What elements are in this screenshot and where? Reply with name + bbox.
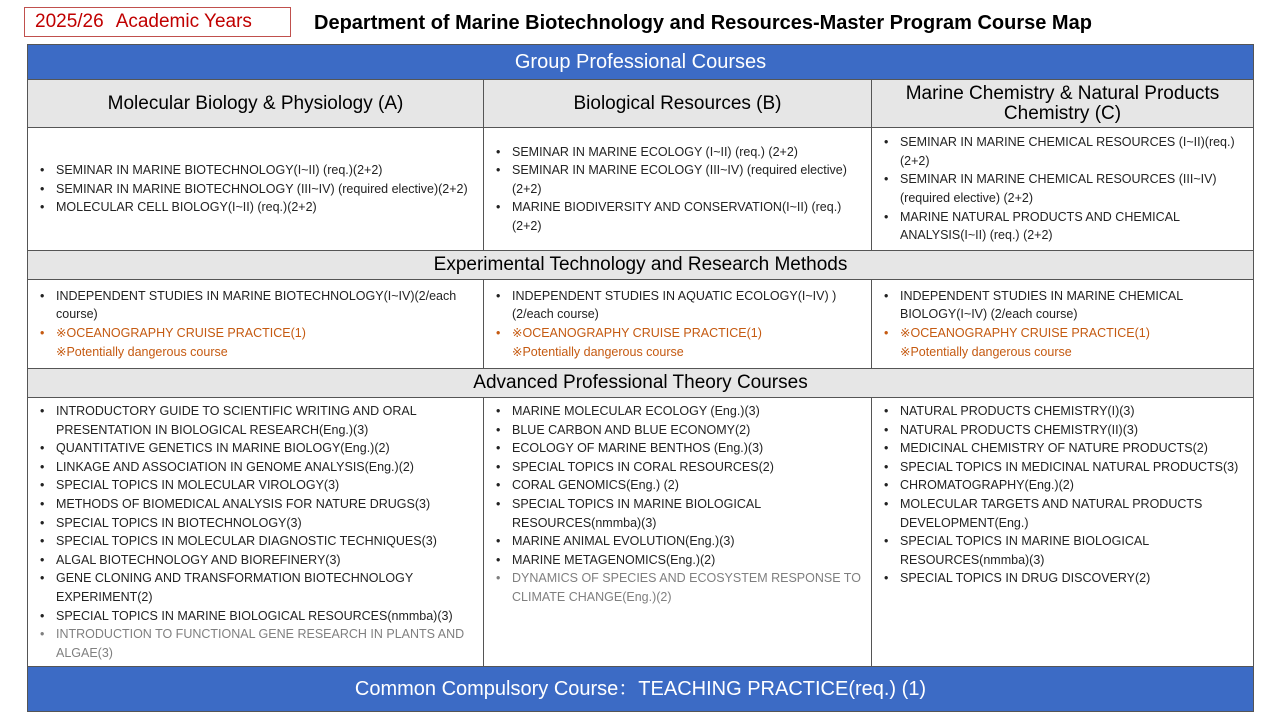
experimental-methods-header: Experimental Technology and Research Methods [28,250,1253,280]
danger-note: ※Potentially dangerous course [56,344,228,359]
list-item: • SEMINAR IN MARINE BIOTECHNOLOGY(I~II) (req.)(2+2) [38,161,475,180]
group-c-seminars [872,128,1253,250]
danger-note: ※Potentially dangerous course [512,344,684,359]
page-title: Department of Marine Biotechnology and Resources-Master Program Course Map [314,12,1092,34]
list-item: • ALGAL BIOTECHNOLOGY AND BIOREFINERY(3) [38,551,475,570]
list-item: • MARINE BIODIVERSITY AND CONSERVATION(I~II) (req.)(2+2) [494,198,863,235]
list-item: • SPECIAL TOPICS IN DRUG DISCOVERY(2) [882,569,1245,588]
group-c-header: Marine Chemistry & Natural Products Chemistry (C) [872,80,1253,127]
group-a-advanced [28,398,484,666]
list-item: • INTRODUCTION TO FUNCTIONAL GENE RESEARCH IN PLANTS AND ALGAE(3) [38,625,475,662]
experimental-row [28,280,1253,368]
list-item: • MEDICINAL CHEMISTRY OF NATURE PRODUCTS(2) [882,439,1245,458]
group-header-row [28,79,1253,128]
list-item: • CHROMATOGRAPHY(Eng.)(2) [882,476,1245,495]
list-item: • INDEPENDENT STUDIES IN MARINE CHEMICAL BIOLOGY(I~IV) (2/each course) [882,287,1245,324]
list-item: • MARINE MOLECULAR ECOLOGY (Eng.)(3) [494,402,863,421]
list-item: • NATURAL PRODUCTS CHEMISTRY(II)(3) [882,421,1245,440]
list-item: • METHODS OF BIOMEDICAL ANALYSIS FOR NATURE DRUGS(3) [38,495,475,514]
list-item: • CORAL GENOMICS(Eng.) (2) [494,476,863,495]
cruise-practice-item: • ※OCEANOGRAPHY CRUISE PRACTICE(1) ※Potentially dangerous course [494,324,863,361]
list-item: • INTRODUCTORY GUIDE TO SCIENTIFIC WRITING AND ORAL PRESENTATION IN BIOLOGICAL RESEARCH(Eng.)(3) [38,402,475,439]
common-compulsory-course: Common Compulsory Course：TEACHING PRACTICE(req.) (1) [28,666,1253,711]
list-item: • QUANTITATIVE GENETICS IN MARINE BIOLOGY(Eng.)(2) [38,439,475,458]
list-item: • MOLECULAR CELL BIOLOGY(I~II) (req.)(2+2) [38,198,475,217]
list-item: • SPECIAL TOPICS IN MARINE BIOLOGICAL RESOURCES(nmmba)(3) [38,607,475,626]
list-item: • SEMINAR IN MARINE BIOTECHNOLOGY (III~IV) (required elective)(2+2) [38,180,475,199]
group-b-experimental [484,280,872,368]
cruise-practice-item: • ※OCEANOGRAPHY CRUISE PRACTICE(1) ※Potentially dangerous course [38,324,475,361]
list-item: • SPECIAL TOPICS IN MOLECULAR DIAGNOSTIC TECHNIQUES(3) [38,532,475,551]
list-item: • MARINE NATURAL PRODUCTS AND CHEMICAL ANALYSIS(I~II) (req.) (2+2) [882,208,1245,245]
list-item: • ECOLOGY OF MARINE BENTHOS (Eng.)(3) [494,439,863,458]
list-item: • INDEPENDENT STUDIES IN AQUATIC ECOLOGY(I~IV) )(2/each course) [494,287,863,324]
list-item: • MARINE ANIMAL EVOLUTION(Eng.)(3) [494,532,863,551]
advanced-row [28,398,1253,666]
list-item: • SPECIAL TOPICS IN BIOTECHNOLOGY(3) [38,514,475,533]
group-b-header: Biological Resources (B) [484,80,872,127]
list-item: • SPECIAL TOPICS IN MEDICINAL NATURAL PRODUCTS(3) [882,458,1245,477]
advanced-theory-header: Advanced Professional Theory Courses [28,368,1253,398]
academic-year-box [24,7,291,37]
course-map-table [27,44,1254,712]
list-item: • LINKAGE AND ASSOCIATION IN GENOME ANALYSIS(Eng.)(2) [38,458,475,477]
group-b-advanced [484,398,872,666]
group-b-seminars [484,128,872,250]
list-item: • SPECIAL TOPICS IN MARINE BIOLOGICAL RESOURCES(nmmba)(3) [882,532,1245,569]
list-item: • SPECIAL TOPICS IN MARINE BIOLOGICAL RESOURCES(nmmba)(3) [494,495,863,532]
list-item: • MOLECULAR TARGETS AND NATURAL PRODUCTS DEVELOPMENT(Eng.) [882,495,1245,532]
academic-year-label: Academic Years [115,11,252,32]
list-item: • SEMINAR IN MARINE ECOLOGY (III~IV) (required elective) (2+2) [494,161,863,198]
group-a-header: Molecular Biology & Physiology (A) [28,80,484,127]
list-item: • MARINE METAGENOMICS(Eng.)(2) [494,551,863,570]
group-professional-courses-header: Group Professional Courses [28,45,1253,79]
seminar-row [28,128,1253,250]
list-item: • NATURAL PRODUCTS CHEMISTRY(I)(3) [882,402,1245,421]
danger-note: ※Potentially dangerous course [900,344,1072,359]
list-item: • INDEPENDENT STUDIES IN MARINE BIOTECHNOLOGY(I~IV)(2/each course) [38,287,475,324]
list-item: • SEMINAR IN MARINE CHEMICAL RESOURCES (III~IV) (required elective) (2+2) [882,170,1245,207]
list-item: • SEMINAR IN MARINE ECOLOGY (I~II) (req.) (2+2) [494,143,863,162]
list-item: • SPECIAL TOPICS IN MOLECULAR VIROLOGY(3) [38,476,475,495]
list-item: • GENE CLONING AND TRANSFORMATION BIOTECHNOLOGY EXPERIMENT(2) [38,569,475,606]
list-item: • SEMINAR IN MARINE CHEMICAL RESOURCES (I~II)(req.) (2+2) [882,133,1245,170]
group-a-seminars [28,128,484,250]
cruise-practice-item: • ※OCEANOGRAPHY CRUISE PRACTICE(1) ※Potentially dangerous course [882,324,1245,361]
group-c-advanced [872,398,1253,666]
group-c-experimental [872,280,1253,368]
group-a-experimental [28,280,484,368]
list-item: • BLUE CARBON AND BLUE ECONOMY(2) [494,421,863,440]
list-item: • SPECIAL TOPICS IN CORAL RESOURCES(2) [494,458,863,477]
academic-year-value: 2025/26 [35,11,104,32]
list-item: • DYNAMICS OF SPECIES AND ECOSYSTEM RESPONSE TO CLIMATE CHANGE(Eng.)(2) [494,569,863,606]
